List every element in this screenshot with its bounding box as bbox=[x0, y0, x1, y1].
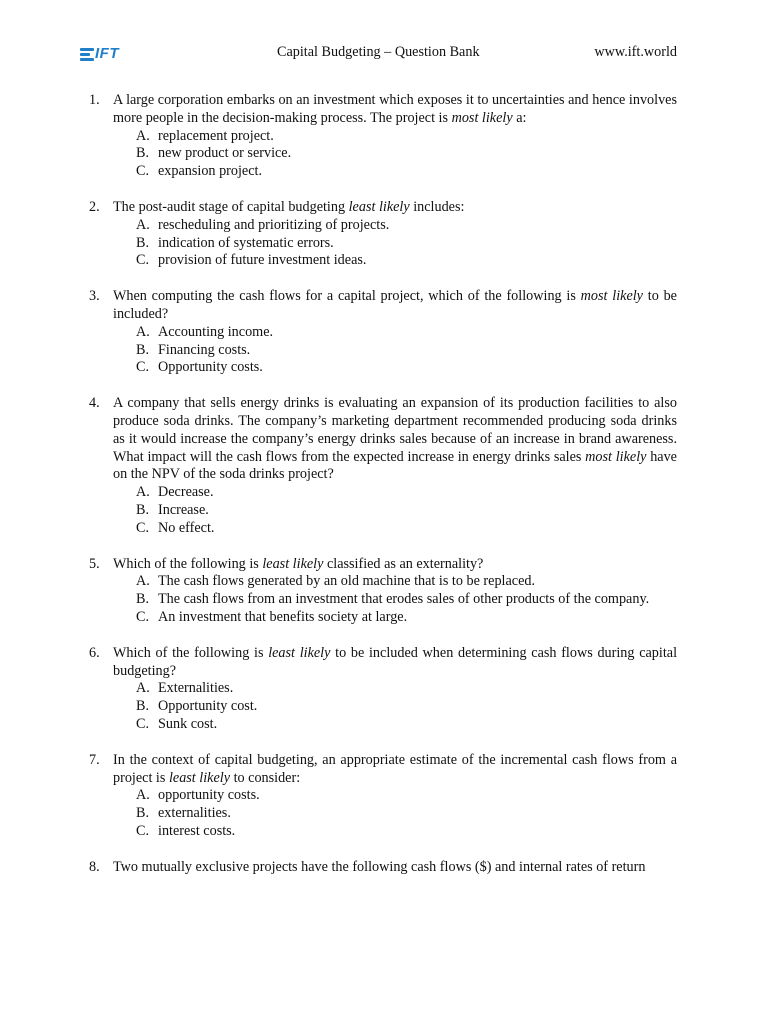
question-text-part: Two mutually exclusive projects have the following cash flows ($) and internal rates of return bbox=[113, 858, 646, 875]
option-letter: C. bbox=[136, 252, 150, 269]
answer-option bbox=[0, 573, 768, 591]
answer-option bbox=[0, 128, 768, 146]
option-text: indication of systematic errors. bbox=[158, 234, 334, 251]
option-letter: C. bbox=[136, 163, 150, 180]
option-text: Financing costs. bbox=[158, 341, 251, 358]
answer-option bbox=[0, 787, 768, 805]
question-text-part: includes: bbox=[409, 198, 465, 215]
option-list bbox=[0, 484, 768, 537]
option-text: interest costs. bbox=[158, 822, 236, 839]
option-text: Increase. bbox=[158, 501, 209, 518]
question-text bbox=[113, 288, 677, 324]
option-letter: B. bbox=[136, 234, 150, 251]
question-text-part: to be included when determining cash flows during capital budgeting? bbox=[113, 644, 678, 679]
option-letter: C. bbox=[136, 359, 150, 376]
option-text: rescheduling and prioritizing of projects. bbox=[158, 216, 390, 233]
header-site: www.ift.world bbox=[594, 44, 677, 60]
answer-option bbox=[0, 520, 768, 538]
question-number: 5. bbox=[89, 555, 100, 572]
option-text: new product or service. bbox=[158, 145, 292, 162]
option-letter: A. bbox=[136, 573, 150, 590]
answer-option bbox=[0, 484, 768, 502]
option-list bbox=[0, 217, 768, 270]
option-letter: A. bbox=[136, 787, 150, 804]
option-text: Opportunity cost. bbox=[158, 698, 258, 715]
answer-option bbox=[0, 342, 768, 360]
option-letter: C. bbox=[136, 715, 150, 732]
question-text-part: The post-audit stage of capital budgeting bbox=[113, 198, 349, 215]
option-letter: A. bbox=[136, 216, 150, 233]
page-header bbox=[80, 44, 677, 66]
question-item bbox=[0, 288, 768, 377]
answer-option bbox=[0, 698, 768, 716]
question-number: 1. bbox=[89, 92, 100, 108]
option-letter: C. bbox=[136, 608, 150, 625]
question-number: 6. bbox=[89, 644, 100, 661]
option-text: No effect. bbox=[158, 519, 215, 536]
option-letter: C. bbox=[136, 822, 150, 839]
option-letter: A. bbox=[136, 323, 150, 340]
answer-option bbox=[0, 591, 768, 609]
emphasis-text: least likely bbox=[262, 555, 324, 572]
question-number: 4. bbox=[89, 395, 100, 412]
answer-option bbox=[0, 217, 768, 235]
header-title: Capital Budgeting – Question Bank bbox=[277, 44, 480, 60]
option-text: The cash flows generated by an old machine that is to be replaced. bbox=[158, 573, 536, 590]
question-item bbox=[0, 556, 768, 627]
question-item bbox=[0, 859, 768, 877]
ift-logo bbox=[80, 45, 119, 62]
option-text: expansion project. bbox=[158, 163, 263, 180]
option-list bbox=[0, 680, 768, 733]
option-letter: B. bbox=[136, 805, 150, 822]
question-number: 8. bbox=[89, 858, 100, 875]
option-text: opportunity costs. bbox=[158, 787, 260, 804]
question-text bbox=[113, 92, 677, 128]
option-letter: B. bbox=[136, 591, 150, 608]
question-text-part: A company that sells energy drinks is evaluating an expansion of its production facilities to also produce soda drinks. The company’s marketing department recommended producing soda drinks as it would increase the company’s energy drinks sales because of an increase in brand awareness. What impact will the cash flows from the expected increase in energy drinks sales bbox=[113, 395, 677, 465]
question-text-part: to consider: bbox=[230, 769, 301, 786]
question-text-part: have on the NPV of the soda drinks project? bbox=[113, 448, 677, 483]
option-text: externalities. bbox=[158, 805, 231, 822]
option-text: provision of future investment ideas. bbox=[158, 252, 367, 269]
answer-option bbox=[0, 163, 768, 181]
answer-option bbox=[0, 805, 768, 823]
answer-option bbox=[0, 359, 768, 377]
answer-option bbox=[0, 823, 768, 841]
emphasis-text: least likely bbox=[168, 769, 231, 786]
answer-option bbox=[0, 252, 768, 270]
question-text-part: When computing the cash flows for a capital project, which of the following is bbox=[113, 288, 581, 305]
option-letter: A. bbox=[136, 484, 150, 501]
option-list bbox=[0, 128, 768, 181]
option-list bbox=[0, 324, 768, 377]
question-text-part: a: bbox=[512, 109, 527, 126]
answer-option bbox=[0, 716, 768, 734]
emphasis-text: most likely bbox=[585, 448, 647, 465]
option-list bbox=[0, 787, 768, 840]
answer-option bbox=[0, 145, 768, 163]
question-item bbox=[0, 395, 768, 537]
question-item bbox=[0, 645, 768, 734]
question-text bbox=[113, 556, 677, 574]
question-text-part: Which of the following is bbox=[113, 555, 263, 572]
logo-text: IFT bbox=[95, 45, 119, 62]
option-text: replacement project. bbox=[158, 127, 274, 144]
answer-option bbox=[0, 324, 768, 342]
question-number: 3. bbox=[89, 288, 100, 305]
question-item bbox=[0, 92, 768, 181]
option-letter: B. bbox=[136, 341, 150, 358]
answer-option bbox=[0, 235, 768, 253]
answer-option bbox=[0, 680, 768, 698]
question-text-part: classified as an externality? bbox=[323, 555, 484, 572]
question-text-part: In the context of capital budgeting, an appropriate estimate of the incremental cash flows from a project is bbox=[113, 751, 677, 786]
question-text bbox=[113, 645, 677, 681]
answer-option bbox=[0, 502, 768, 520]
answer-option bbox=[0, 609, 768, 627]
emphasis-text: most likely bbox=[580, 288, 643, 305]
emphasis-text: most likely bbox=[451, 109, 513, 126]
option-letter: B. bbox=[136, 501, 150, 518]
option-text: An investment that benefits society at large. bbox=[158, 608, 408, 625]
option-letter: B. bbox=[136, 698, 150, 715]
logo-stripes-icon bbox=[80, 47, 94, 61]
question-text bbox=[113, 859, 677, 877]
question-text bbox=[113, 752, 677, 788]
question-item bbox=[0, 199, 768, 270]
option-letter: B. bbox=[136, 145, 150, 162]
emphasis-text: least likely bbox=[268, 644, 331, 661]
emphasis-text: least likely bbox=[348, 198, 410, 215]
question-text-part: to be included? bbox=[113, 288, 677, 322]
question-text bbox=[113, 199, 677, 217]
question-number: 2. bbox=[89, 198, 100, 215]
question-text bbox=[113, 395, 677, 484]
question-text-part: A large corporation embarks on an investment which exposes it to uncertainties and hence involves more people in the decision-making process. The project is bbox=[113, 92, 677, 126]
option-list bbox=[0, 573, 768, 626]
question-list bbox=[0, 92, 768, 894]
question-text-part: Which of the following is bbox=[113, 644, 269, 661]
question-item bbox=[0, 752, 768, 841]
option-text: Decrease. bbox=[158, 484, 214, 501]
option-text: The cash flows from an investment that erodes sales of other products of the company. bbox=[158, 591, 650, 608]
question-number: 7. bbox=[89, 751, 100, 768]
option-text: Opportunity costs. bbox=[158, 359, 263, 376]
option-letter: C. bbox=[136, 519, 150, 536]
option-text: Accounting income. bbox=[158, 323, 274, 340]
option-text: Externalities. bbox=[158, 680, 234, 697]
option-text: Sunk cost. bbox=[158, 715, 218, 732]
option-letter: A. bbox=[136, 680, 150, 697]
option-letter: A. bbox=[136, 127, 150, 144]
